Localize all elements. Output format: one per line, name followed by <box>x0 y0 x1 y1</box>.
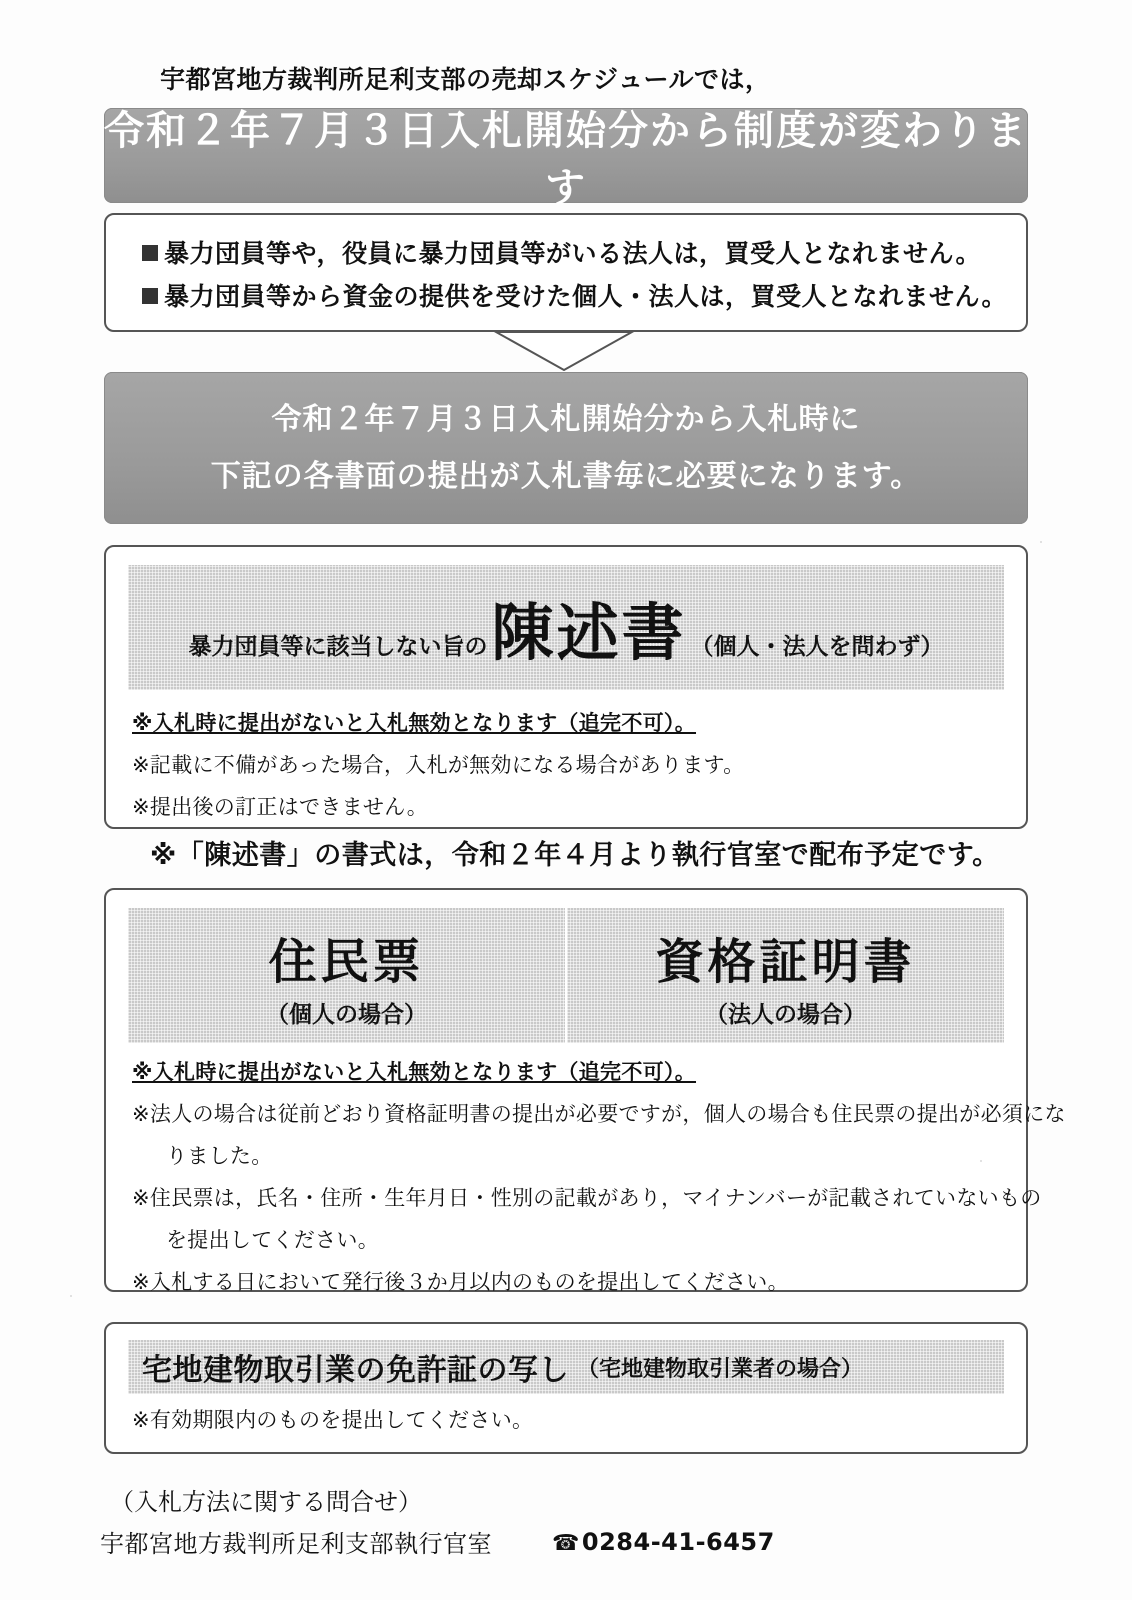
statement-title-row <box>188 583 943 672</box>
license-section <box>104 1322 1028 1454</box>
contact-row <box>100 1524 775 1559</box>
bullet-line-2 <box>142 277 1007 313</box>
license-title: 宅地建物取引業の免許証の写し <box>142 1353 569 1388</box>
intro-text: 宇都宮地方裁判所足利支部の売却スケジュールでは， <box>160 65 771 94</box>
bullet-text-2: 暴力団員等から資金の提供を受けた個人・法人は，買受人となれません。 <box>164 282 1008 311</box>
telephone-icon: ☎ <box>552 1530 580 1556</box>
resident-card-title: 住民票 <box>268 933 425 990</box>
documents-note-2: ※法人の場合は従前どおり資格証明書の提出が必要ですが，個人の場合も住民票の提出が必須にな <box>132 1102 1066 1126</box>
requirement-banner <box>104 372 1028 524</box>
documents-note-4: ※入札する日において発行後３か月以内のものを提出してください。 <box>132 1270 789 1294</box>
statement-section <box>104 545 1028 829</box>
statement-lead: 暴力団員等に該当しない旨の <box>188 634 488 660</box>
documents-note-3-cont: を提出してください。 <box>166 1228 379 1252</box>
contact-telephone-number: 0284-41-6457 <box>581 1527 775 1556</box>
documents-note-2-cont: りました。 <box>166 1144 273 1168</box>
license-highlight <box>128 1340 1004 1394</box>
contact-label: （入札方法に関する問合せ） <box>110 1488 422 1516</box>
resident-card-subtitle: （個人の場合） <box>266 1001 427 1028</box>
documents-note-3: ※住民票は，氏名・住所・生年月日・性別の記載があり，マイナンバーが記載されていないもの <box>132 1186 1042 1210</box>
square-bullet-icon <box>142 245 158 261</box>
bullet-box <box>104 213 1028 332</box>
form-distribution-note: ※「陳述書」の書式は，令和２年４月より執行官室で配布予定です。 <box>150 840 1000 871</box>
documents-note-1: ※入札時に提出がないと入札無効となります（追完不可）。 <box>132 1060 697 1084</box>
documents-column-corporate <box>567 908 1004 1043</box>
headline-banner <box>104 107 1028 211</box>
bullet-text-1: 暴力団員等や，役員に暴力団員等がいる法人は，買受人となれません。 <box>164 239 982 268</box>
bullet-line-1 <box>142 234 981 270</box>
headline-banner-text: 令和２年７月３日入札開始分から制度が変わります <box>104 107 1028 211</box>
contact-office: 宇都宮地方裁判所足利支部執行官室 <box>100 1530 492 1558</box>
scan-speck <box>980 1160 982 1162</box>
statement-note-2: ※記載に不備があった場合，入札が無効になる場合があります。 <box>132 753 745 777</box>
documents-section <box>104 888 1066 1294</box>
square-bullet-icon <box>142 288 158 304</box>
requirement-banner-line-2: 下記の各書面の提出が入札書毎に必要になります。 <box>210 459 922 494</box>
scan-speck <box>70 1295 72 1297</box>
down-arrow-icon <box>494 331 634 371</box>
documents-column-resident <box>128 908 567 1043</box>
statement-title: 陳述書 <box>491 596 687 669</box>
qualification-subtitle: （法人の場合） <box>705 1001 866 1028</box>
documents-highlight <box>128 908 1004 1043</box>
contact-telephone <box>552 1528 775 1556</box>
statement-highlight <box>128 565 1004 690</box>
statement-note-3: ※提出後の訂正はできません。 <box>132 795 429 819</box>
scan-speck <box>1040 541 1042 543</box>
license-note: ※有効期限内のものを提出してください。 <box>132 1408 534 1432</box>
statement-paren: （個人・法人を問わず） <box>690 634 944 660</box>
requirement-banner-line-1: 令和２年７月３日入札開始分から入札時に <box>271 402 861 437</box>
license-paren: （宅地建物取引業者の場合） <box>577 1356 864 1382</box>
statement-note-1: ※入札時に提出がないと入札無効となります（追完不可）。 <box>132 711 697 735</box>
qualification-title: 資格証明書 <box>655 933 916 990</box>
